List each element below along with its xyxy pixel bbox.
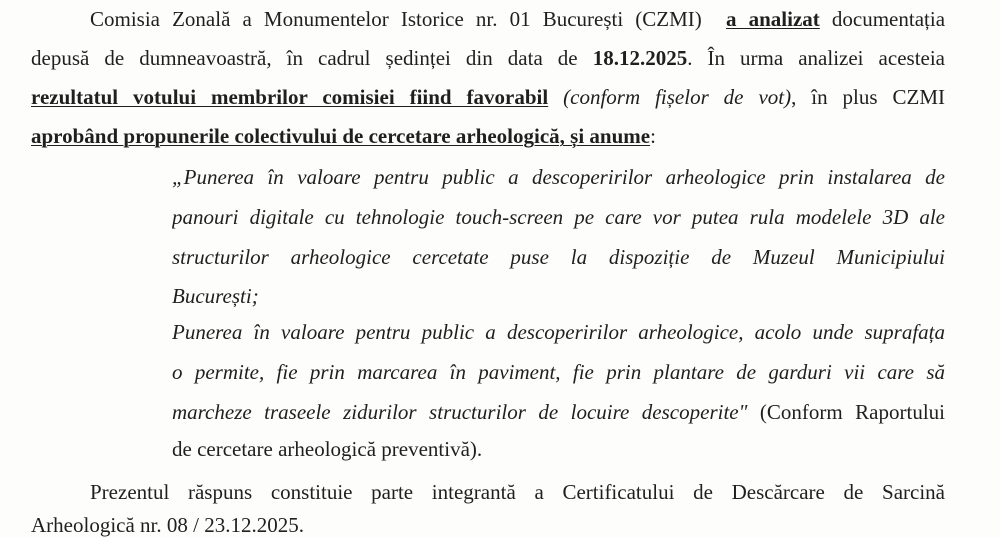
quote-line4: [172, 283, 259, 309]
plus-czmi-text: , în plus CZMI: [791, 85, 945, 109]
quote-line2-text: panouri digitale cu tehnologie touch-screen pe care vor putea rula modelele 3D ale: [172, 205, 945, 229]
paragraph1-line3: [31, 84, 945, 110]
quote-line8-text: de cercetare arheologică preventivă).: [172, 437, 483, 461]
approval-emphasis: aprobând propunerile colectivului de cercetare arheologică, și anume: [31, 124, 651, 148]
certificate-statement: Prezentul răspuns constituie parte integrantă a Certificatului de Descărcare de Sarcină: [90, 480, 945, 504]
paragraph1-line1: [90, 6, 945, 32]
quote-line4-text: București;: [172, 284, 259, 308]
documentation-text: documentația: [831, 7, 945, 31]
submitted-text: depusă de dumneavoastră, în cadrul ședinței din data de: [31, 46, 578, 70]
vote-result-emphasis: rezultatul votului membrilor comisiei fiind favorabil: [31, 85, 549, 109]
quote-line1-text: „Punerea în valoare pentru public a descoperirilor arheologice prin instalarea de: [172, 165, 945, 189]
quote-line3: [172, 244, 945, 270]
quote-line1: [172, 164, 945, 190]
certificate-number: Arheologică nr. 08 / 23.12.2025.: [31, 513, 304, 537]
analyzed-emphasis: a analizat: [726, 7, 820, 31]
quote-line7-italic: marcheze traseele zidurilor structurilor de locuire descoperite": [172, 400, 748, 424]
quote-line7: [172, 399, 945, 425]
quote-line8: [172, 436, 482, 462]
quote-line3-text: structurilor arheologice cercetate puse la dispoziție de Muzeul Municipiului: [172, 245, 945, 269]
paragraph2-line2: [31, 512, 304, 538]
quote-line6: [172, 359, 945, 385]
paragraph2-line1: [90, 479, 945, 505]
quote-line6-text: o permite, fie prin marcarea în paviment, fie prin plantare de garduri vii care să: [172, 360, 945, 384]
quote-line2: [172, 204, 945, 230]
quote-line7-reference: (Conform Raportului: [759, 400, 945, 424]
commission-name-text: Comisia Zonală a Monumentelor Istorice nr. 01 București (CZMI): [90, 7, 702, 31]
paragraph1-line4: [31, 123, 656, 149]
vote-sheets-note: (conform fișelor de vot): [563, 85, 792, 109]
quote-line5: [172, 319, 945, 345]
meeting-date: 18.12.2025: [592, 46, 688, 70]
quote-line5-text: Punerea în valoare pentru public a descoperirilor arheologice, acolo unde suprafața: [172, 320, 945, 344]
colon-text: :: [650, 124, 656, 148]
analysis-text: . În urma analizei acesteia: [687, 46, 945, 70]
paragraph1-line2: [31, 45, 945, 71]
